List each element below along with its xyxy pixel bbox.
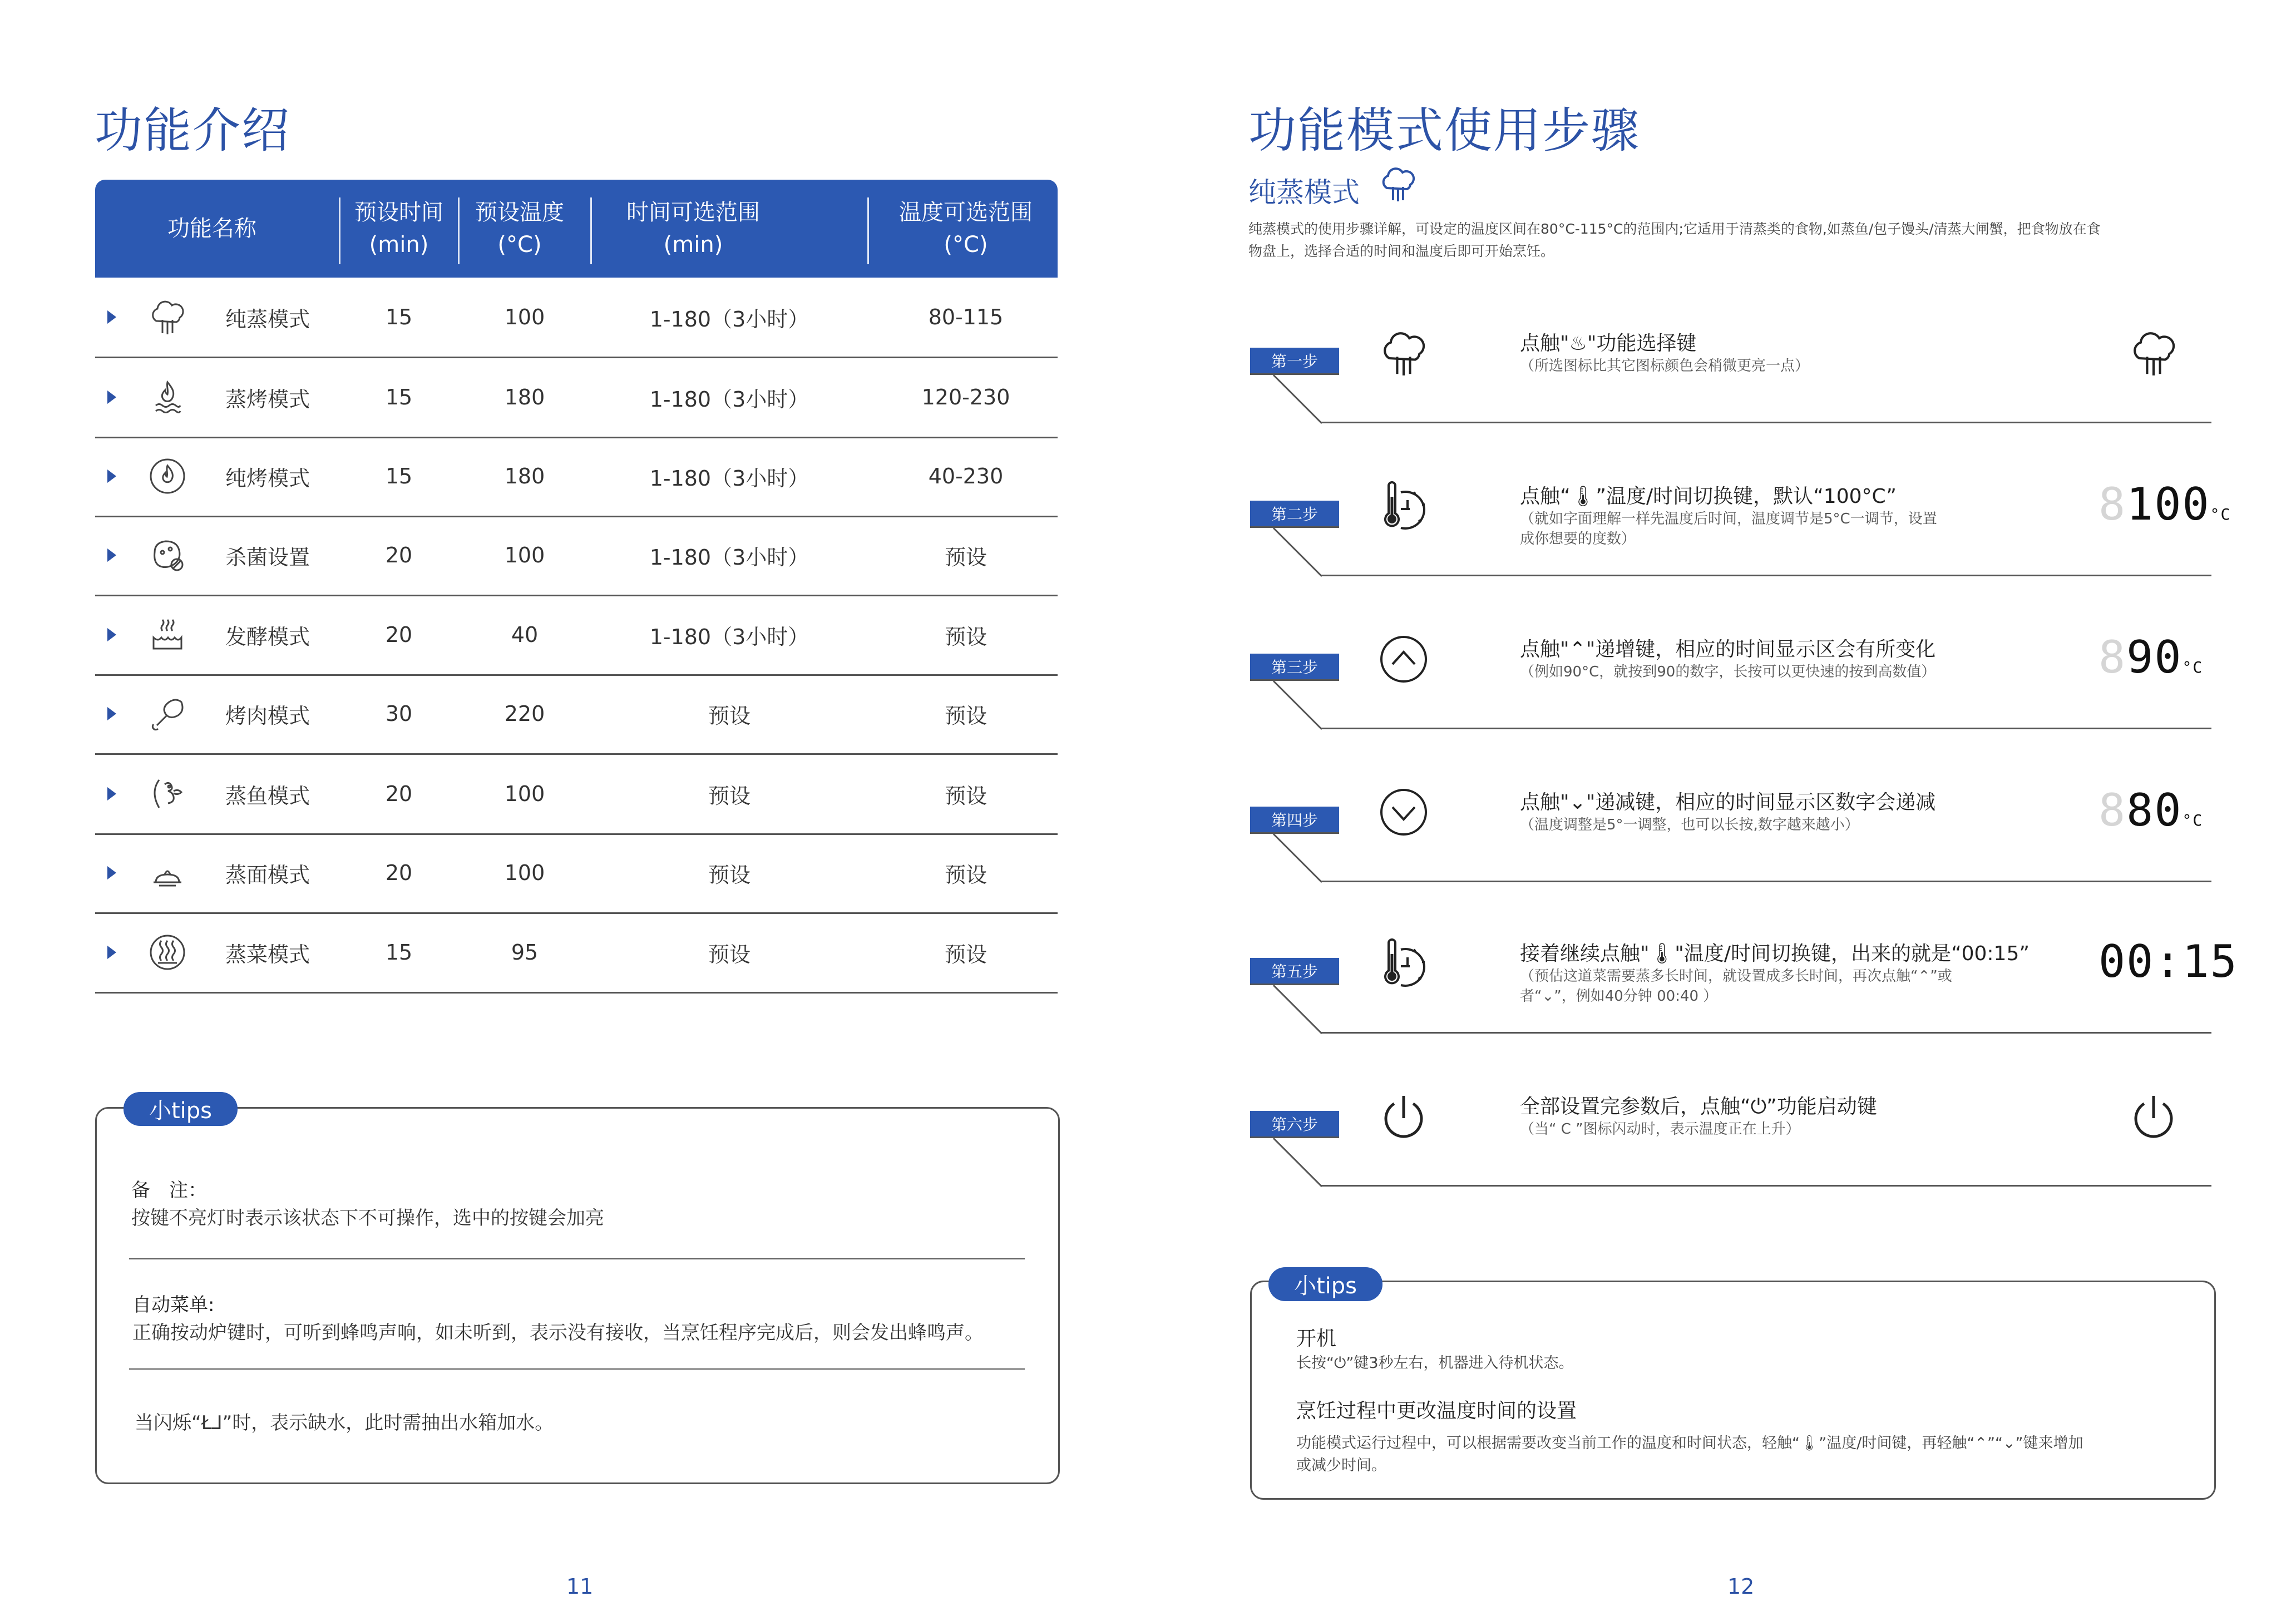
row-time-range: 1-180（3小时） — [649, 387, 809, 412]
segment-dim: 8 — [2099, 784, 2127, 836]
step-sub2: 者“⌄”，例如40分钟 00:40 ） — [1520, 988, 1718, 1005]
chevron-down-icon[interactable] — [1379, 787, 1429, 837]
row-time: 15 — [385, 305, 413, 329]
steam-icon — [1379, 165, 1418, 204]
step-sub2: 成你想要的度数） — [1520, 531, 1636, 547]
row-temp: 95 — [511, 940, 539, 965]
menu-title: 自动菜单: — [132, 1294, 215, 1316]
segment-value: 80 — [2126, 784, 2183, 836]
row-temp-range: 40-230 — [928, 464, 1004, 488]
step-sub1: （当“ C ”图标闪动时，表示温度正在上升） — [1520, 1121, 1800, 1138]
row-temp: 40 — [511, 622, 539, 647]
segment-dim: 8 — [2099, 631, 2127, 683]
step-label: 第一步 — [1250, 348, 1339, 373]
sterilize-icon — [148, 536, 187, 575]
row-arrow-icon — [107, 707, 116, 720]
row-time-range: 预设 — [708, 942, 750, 967]
segment-display — [2099, 478, 2231, 530]
row-name: 蒸烤模式 — [225, 387, 310, 412]
row-time-range: 预设 — [708, 703, 750, 728]
row-time: 20 — [385, 782, 413, 806]
step-title: 点触"♨"功能选择键 — [1520, 332, 1697, 355]
row-arrow-icon — [107, 787, 116, 800]
row-temp-range: 预设 — [944, 862, 987, 887]
segment-display — [2099, 936, 2238, 987]
bake-icon — [148, 457, 187, 496]
table-row — [95, 358, 1058, 438]
unit-c: °C — [2182, 811, 2204, 829]
row-temp-range: 80-115 — [928, 305, 1004, 329]
step-title: 全部设置完参数后，点触“⏻”功能启动键 — [1520, 1095, 1877, 1118]
row-name: 蒸菜模式 — [225, 942, 310, 967]
table-row — [95, 674, 1058, 755]
row-temp: 220 — [504, 701, 545, 726]
row-name: 杀菌设置 — [225, 545, 310, 570]
steam-bun-icon — [148, 853, 187, 892]
table-row — [95, 754, 1058, 835]
water-text: 当闪烁“Ł⅃”时，表示缺水，此时需抽出水箱加水。 — [135, 1412, 554, 1434]
th-temp: 预设温度 (°C) — [475, 200, 564, 258]
row-name: 烤肉模式 — [225, 703, 310, 728]
tips-box-right — [1250, 1281, 2216, 1500]
row-arrow-icon — [107, 628, 116, 641]
row-temp-range: 120-230 — [921, 385, 1010, 409]
th-name: 功能名称 — [167, 216, 256, 241]
on-title: 开机 — [1296, 1327, 1337, 1350]
table-row — [95, 833, 1058, 914]
tips-label-right: 小tips — [1268, 1267, 1382, 1301]
row-time: 15 — [385, 385, 413, 409]
step-sub1: （温度调整是5°一调整，也可以长按,数字越来越小） — [1520, 817, 1859, 833]
row-time-range: 预设 — [708, 862, 750, 887]
row-temp: 100 — [504, 782, 545, 806]
row-time: 15 — [385, 940, 413, 965]
th-time-range: 时间可选范围 (min) — [626, 200, 760, 258]
segment-display — [2099, 631, 2203, 683]
row-arrow-icon — [107, 470, 116, 483]
menu-text: 正确按动炉键时，可听到蜂鸣声响，如未听到，表示没有接收，当烹饪程序完成后，则会发出蜂鸣声。 — [132, 1322, 984, 1344]
table-row — [95, 595, 1058, 676]
step-label: 第四步 — [1250, 807, 1339, 832]
page-number-left: 11 — [566, 1574, 594, 1599]
row-time: 20 — [385, 861, 413, 885]
step-title: 点触"⌄"递减键，相应的时间显示区数字会递减 — [1520, 791, 1936, 814]
intro-line2: 物盘上，选择合适的时间和温度后即可开始烹饪。 — [1248, 243, 1555, 259]
th-temp-range: 温度可选范围 (°C) — [899, 200, 1033, 258]
row-arrow-icon — [107, 946, 116, 959]
row-temp: 180 — [504, 464, 545, 488]
segment-value: 90 — [2126, 631, 2183, 683]
row-temp-range: 预设 — [944, 545, 987, 570]
row-temp: 180 — [504, 385, 545, 409]
step-sub1: （例如90°C，就按到90的数字，长按可以更快速的按到高数值） — [1520, 664, 1936, 680]
row-arrow-icon — [107, 866, 116, 879]
row-temp-range: 预设 — [944, 703, 987, 728]
step-label: 第五步 — [1250, 958, 1339, 984]
steam-fish-icon — [148, 774, 187, 813]
row-name: 蒸鱼模式 — [225, 783, 310, 808]
row-time-range: 1-180（3小时） — [649, 466, 809, 491]
row-name: 蒸面模式 — [225, 862, 310, 887]
row-arrow-icon — [107, 548, 116, 562]
chevron-up-icon[interactable] — [1379, 634, 1429, 684]
change-title: 烹饪过程中更改温度时间的设置 — [1296, 1400, 1577, 1422]
step-sub1: （所选图标比其它图标颜色会稍微更亮一点） — [1520, 358, 1810, 374]
steam-bake-icon — [148, 378, 187, 417]
step-sub1: （预估这道菜需要蒸多长时间，就设置成多长时间，再次点触“⌃”或 — [1520, 968, 1952, 985]
intro-line1: 纯蒸模式的使用步骤详解，可设定的温度区间在80°C-115°C的范围内;它适用于清蒸类的食物,如蒸鱼/包子馒头/清蒸大闸蟹，把食物放在食 — [1248, 221, 2101, 237]
segment-display — [2099, 784, 2203, 836]
display-power-icon — [2129, 1091, 2179, 1141]
unit-c: °C — [2210, 505, 2231, 523]
step-label: 第三步 — [1250, 654, 1339, 679]
row-time: 20 — [385, 622, 413, 647]
row-time-range: 1-180（3小时） — [649, 545, 809, 570]
page-title-left: 功能介绍 — [95, 103, 290, 159]
unit-c: °C — [2182, 658, 2204, 676]
row-arrow-icon — [107, 391, 116, 404]
note-title: 备 注： — [131, 1179, 207, 1202]
row-temp: 100 — [504, 305, 545, 329]
row-temp-range: 预设 — [944, 942, 987, 967]
display-steam-icon — [2129, 328, 2179, 378]
on-text: 长按“⏻”键3秒左右，机器进入待机状态。 — [1296, 1355, 1574, 1372]
thermo-clock-icon[interactable] — [1379, 938, 1429, 989]
power-icon[interactable] — [1379, 1091, 1429, 1141]
ferment-icon — [148, 615, 187, 654]
table-row — [95, 516, 1058, 596]
segment-value: 00:15 — [2099, 936, 2238, 987]
row-time-range: 1-180（3小时） — [649, 307, 809, 332]
row-time-range: 预设 — [708, 783, 750, 808]
steam-icon — [148, 298, 187, 337]
change-text2: 或减少时间。 — [1296, 1457, 1386, 1474]
row-temp: 100 — [504, 861, 545, 885]
roast-meat-icon — [148, 694, 187, 733]
note-text: 按键不亮灯时表示该状态下不可操作，选中的按键会加亮 — [131, 1207, 604, 1229]
step-label: 第六步 — [1250, 1111, 1339, 1136]
table-row — [95, 278, 1058, 358]
row-name: 纯蒸模式 — [225, 307, 310, 332]
step-title: 点触“🌡”温度/时间切换键，默认“100°C” — [1520, 485, 1897, 508]
tips-label-left: 小tips — [124, 1092, 238, 1126]
row-name: 发酵模式 — [225, 624, 310, 649]
row-time: 15 — [385, 464, 413, 488]
page-number-right: 12 — [1727, 1574, 1755, 1599]
row-name: 纯烤模式 — [225, 466, 310, 491]
row-time: 30 — [385, 701, 413, 726]
steam-vegetable-icon — [148, 933, 187, 972]
thermo-clock-icon[interactable] — [1379, 481, 1429, 531]
segment-dim: 8 — [2099, 478, 2127, 530]
change-text1: 功能模式运行过程中，可以根据需要改变当前工作的温度和时间状态，轻触“🌡”温度/时间键，再轻触“⌃”“⌄”键来增加 — [1296, 1435, 2083, 1452]
table-row — [95, 913, 1058, 994]
segment-value: 100 — [2126, 478, 2210, 530]
step-sub1: （就如字面理解一样先温度后时间，温度调节是5°C一调节，设置 — [1520, 511, 1937, 527]
page-title-right: 功能模式使用步骤 — [1248, 103, 1640, 159]
step-title: 点触"⌃"递增键，相应的时间显示区会有所变化 — [1520, 638, 1936, 661]
step-label: 第二步 — [1250, 501, 1339, 526]
table-row — [95, 437, 1058, 517]
step-title: 接着继续点触"🌡"温度/时间切换键，出来的就是“00:15” — [1520, 942, 2030, 965]
table-header — [95, 180, 1058, 278]
row-temp: 100 — [504, 543, 545, 567]
row-temp-range: 预设 — [944, 624, 987, 649]
steam-icon[interactable] — [1379, 328, 1429, 378]
row-time: 20 — [385, 543, 413, 567]
row-arrow-icon — [107, 310, 116, 324]
row-temp-range: 预设 — [944, 783, 987, 808]
th-time: 预设时间 (min) — [354, 200, 443, 258]
mode-title: 纯蒸模式 — [1248, 176, 1360, 209]
row-time-range: 1-180（3小时） — [649, 624, 809, 649]
